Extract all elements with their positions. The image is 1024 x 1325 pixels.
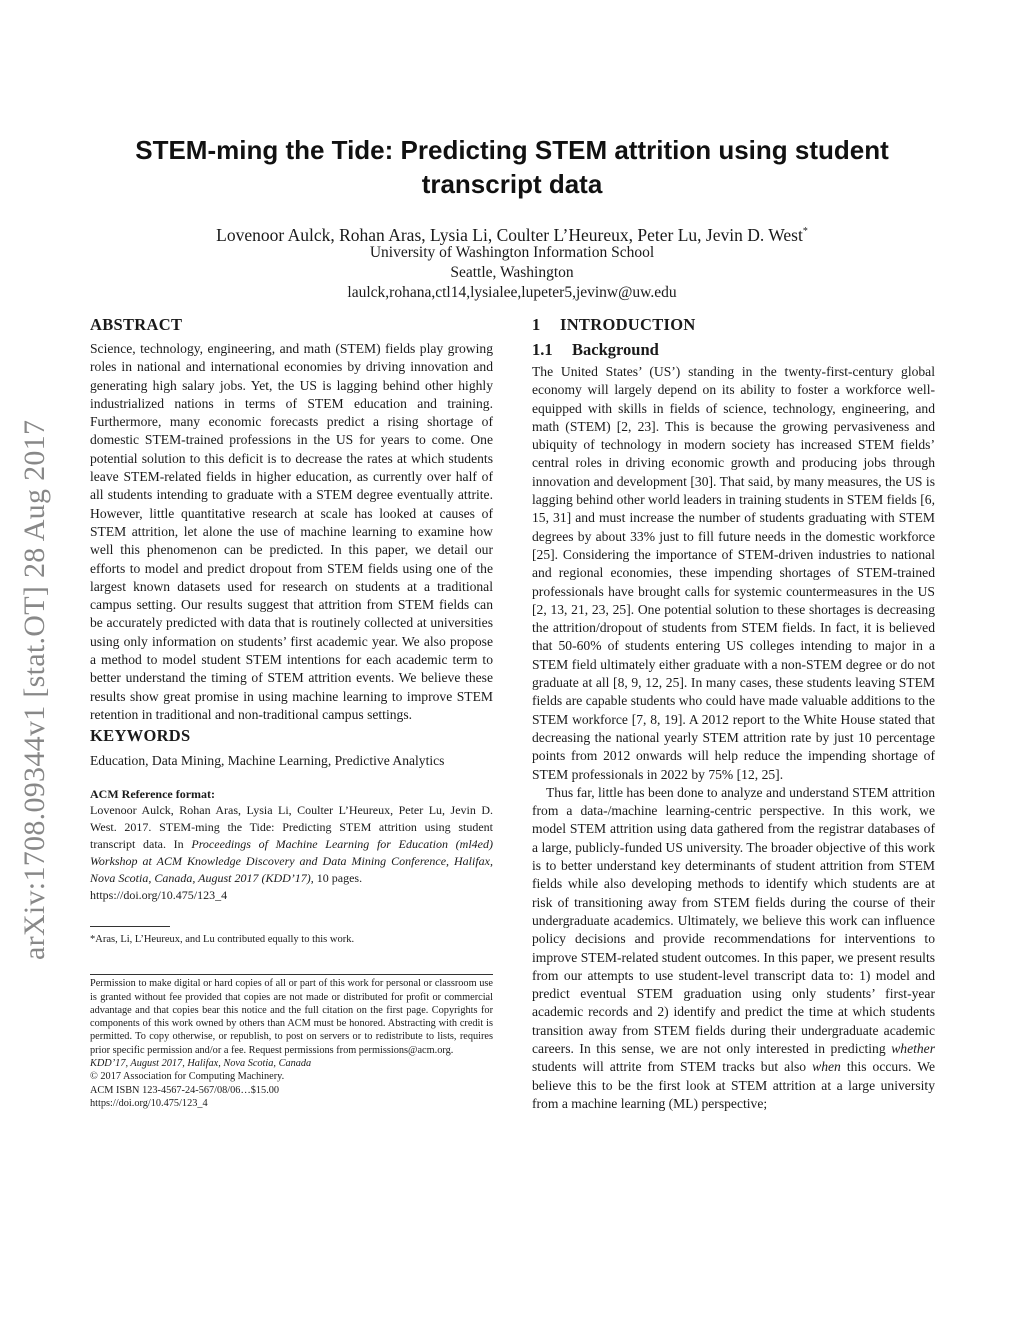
keywords-text: Education, Data Mining, Machine Learning, Predictive Analytics — [90, 753, 445, 769]
affiliation-emails: laulck,rohana,ctl14,lysialee,lupeter5,jevinw@uw.edu — [347, 284, 677, 301]
affiliation-institution: University of Washington Information School — [369, 244, 655, 261]
permission-notice: Permission to make digital or hard copies of all or part of this work for personal or classroom use is granted without fee provided that copies are not made or distributed for profit or commercial advantage and that copies bear this notice and the full citation on the first page. Copyrights for components of this work owned by others than ACM must be honored. Abstracting with credit is permitted. To copy otherwise, or republish, to post on servers or to redistribute to lists, requires prior specific permission and/or a fee. Request permissions from permissions@acm.org. — [90, 978, 493, 1056]
arxiv-stamp: arXiv:1708.09344v1 [stat.OT] 28 Aug 2017 — [18, 419, 51, 960]
paper-title: STEM-ming the Tide: Predicting STEM attrition using student transcript data — [135, 135, 889, 199]
author-names: Lovenoor Aulck, Rohan Aras, Lysia Li, Coulter L’Heureux, Peter Lu, Jevin D. West — [216, 224, 803, 245]
acm-reference-doi[interactable]: https://doi.org/10.475/123_4 — [90, 888, 228, 903]
emphasis-whether: whether — [891, 1040, 935, 1056]
emphasis-when: when — [812, 1059, 841, 1075]
copyright-line: © 2017 Association for Computing Machinery. — [90, 1071, 285, 1083]
isbn-line: ACM ISBN 123-4567-24-567/08/06…$15.00 — [90, 1084, 280, 1096]
author-footnote-mark: * — [802, 226, 808, 237]
left-column — [90, 313, 493, 1110]
permission-rule — [90, 974, 493, 975]
intro-paragraph-2-part-c: this occurs. We believe this to be the first look at STEM attrition at a large university from a machine learning (ML) perspective; — [532, 1059, 935, 1111]
abstract-text: Science, technology, engineering, and math (STEM) fields play growing roles in national and international economies by driving innovation and generating high salary jobs. Yet, the US is lagging behind other highly industrialized nations in terms of STEM education and training. Furthermore, many economic forecasts predict a rising shortage of domestic STEM-trained professions in the US for years to come. One potential solution to this deficit is to decrease the rates at which students leave STEM-related fields in higher education, as currently over half of all students intending to graduate with a STEM degree eventually attrite. However, little quantitative research at scale has looked at causes of STEM attrition, let alone the use of machine learning to examine how well this phenomenon can be predicted. In this paper, we detail our efforts to model and predict dropout from STEM fields using one of the largest known datasets used for research on students at a traditional campus setting. Our results suggest that attrition from STEM fields can be accurately predicted with data that is routinely collected at universities using only information on students’ first academic year. We also propose a method to model student STEM intentions for each academic term to better understand the timing of STEM attrition events. We believe these results show great promise in using machine learning to improve STEM retention in traditional and non-traditional campus settings. — [90, 341, 493, 722]
intro-paragraph-2-part-b: students will attrite from STEM tracks but also — [532, 1059, 813, 1075]
affiliation-location: Seattle, Washington — [450, 264, 574, 281]
doi-footer-link[interactable]: https://doi.org/10.475/123_4 — [90, 1097, 208, 1109]
intro-paragraph-2 — [532, 784, 935, 1113]
background-heading — [532, 337, 935, 363]
acm-reference-text — [90, 802, 493, 904]
equal-contribution-footnote: *Aras, Li, L’Heureux, and Lu contributed equally to this work. — [90, 934, 355, 946]
acm-reference-venue: Proceedings of Machine Learning for Education (ml4ed) Workshop at ACM Knowledge Discovery and Data Mining Conference, Halifax, Nova Scotia, Canada, August 2017 (KDD’17), — [90, 837, 493, 886]
acm-reference-citation: Lovenoor Aulck, Rohan Aras, Lysia Li, Coulter L’Heureux, Peter Lu, Jevin D. West. 2017. STEM-ming the Tide: Predicting STEM attrition using student transcript data. In — [90, 803, 493, 852]
introduction-title: INTRODUCTION — [560, 315, 696, 334]
introduction-heading — [532, 313, 935, 337]
footnote-rule — [90, 926, 170, 927]
background-number: 1.1 — [532, 340, 553, 359]
affiliation-block — [90, 243, 934, 303]
intro-paragraph-2-part-a: Thus far, little has been done to analyze and understand STEM attrition from a data-/machine learning-centric perspective. In this work, we model STEM attrition using data gathered from the registrar databases of a large, publicly-funded US university. The broader objective of this work is to better understand key determinants of student attrition from STEM fields while also developing methods to identify which students are at risk of transitioning away from STEM fields during the course of their undergraduate academics. Ultimately, we believe this work can influence policy decisions and provide recommendations for interventions to improve STEM-related student outcomes. In this paper, we present results from our attempts to use student-level transcript data to: 1) model and predict eventual STEM graduation using only students’ first-year academic records and 2) identify and predict the time at which students transition away from STEM fields during their undergraduate academic careers. In this sense, we are not only interested in predicting — [532, 784, 936, 1056]
introduction-number: 1 — [532, 315, 541, 334]
acm-reference-pages: 10 pages. — [313, 871, 363, 886]
abstract-heading: ABSTRACT — [90, 315, 183, 334]
conference-line: KDD’17, August 2017, Halifax, Nova Scotia, Canada — [90, 1058, 312, 1070]
right-column — [532, 313, 935, 1113]
background-title: Background — [572, 340, 659, 359]
intro-paragraph-1: The United States’ (US’) standing in the twenty-first-century global economy will largely depend on its ability to foster a workforce well-equipped with skills in fields of science, technology, engineering, and math (STEM) [2, 23]. This is because the growing pervasiveness and ubiquity of technology in modern society has increased STEM fields’ central roles in driving economic growth and producing jobs through innovation and development [30]. That said, by many measures, the US is lagging behind other world leaders in training students in STEM fields [6, 15, 31] and must increase the number of students graduating with STEM degrees by about 33% just to fill future needs in the domestic workforce [25]. Considering the importance of STEM-driven industries to national and regional economies, these impending shortages of STEM-trained professionals have brought calls for systemic countermeasures in the US [2, 13, 21, 23, 25]. One potential solution to these shortages is decreasing the attrition/dropout of students from STEM fields. In fact, it is believed that 50-60% of students entering US colleges intending to major in a STEM field ultimately either graduate with a non-STEM degree or do not graduate at all [8, 9, 12, 25]. In many cases, these students leaving STEM fields are capable students who could have made valuable additions to the STEM workforce [7, 8, 19]. A 2012 report to the White House stated that decreasing the national yearly STEM attrition rate by just 10 percentage points from 2012 onwards will help reduce the impending shortage of STEM professionals in 2022 by 75% [12, 25]. — [532, 364, 935, 782]
keywords-heading: KEYWORDS — [90, 726, 191, 746]
acm-reference-heading: ACM Reference format: — [90, 787, 216, 802]
